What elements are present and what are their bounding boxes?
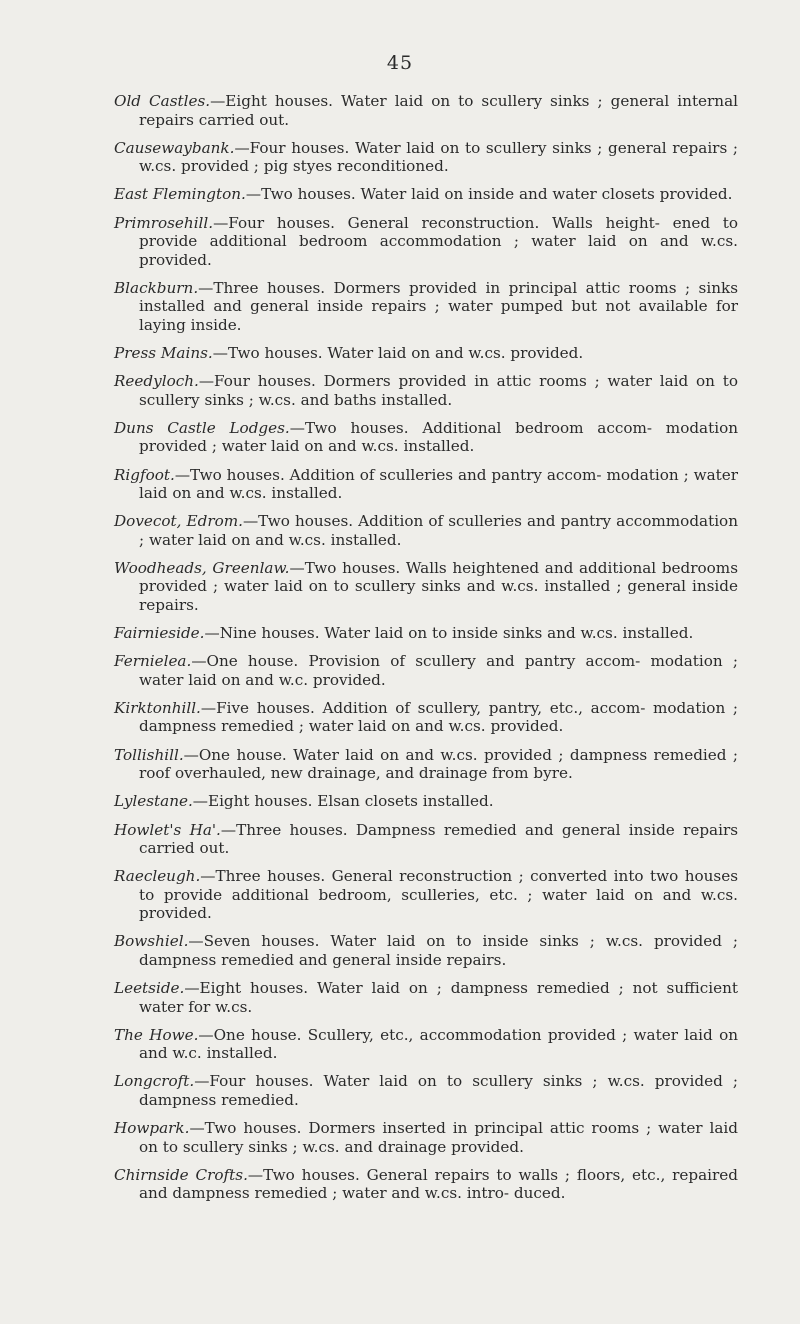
entry-text: —Five houses. Addition of scullery, pantry, etc., accom- modation ; dampness remedied ; water laid on and w.cs. provided. [139,698,738,736]
entry-text: —Seven houses. Water laid on to inside sinks ; w.cs. provided ; dampness remedied and general inside repairs. [139,932,738,969]
entry-east-flemington [114,185,738,204]
entry-bowshiel [114,932,738,969]
page-number: 45 [386,52,414,74]
place-name: Blackburn. [114,278,199,297]
entry-text: —Two houses. Dormers inserted in principal attic rooms ; water laid on to scullery sinks ; w.cs. and drainage provided. [139,1119,738,1156]
place-name: Raecleugh. [114,867,201,886]
place-name: Dovecot, Edrom. [114,512,243,531]
entry-raecleugh [114,867,738,923]
entry-text: —Two houses. General repairs to walls ; floors, etc., repaired and dampness remedied ; water and w.cs. intro- duced. [139,1165,738,1203]
entry-text: —Two houses. Addition of sculleries and pantry accom- modation ; water laid on and w.cs. installed. [139,465,738,502]
entry-fernielea [114,652,738,689]
entry-text: —Two houses. Additional bedroom accom- modation provided ; water laid on and w.cs. installed. [139,418,738,456]
housing-improvements-list [114,92,738,1213]
entry-rigfoot [114,466,738,503]
place-name: Reedyloch. [114,372,199,391]
entry-the-howe [114,1026,738,1063]
entry-text: —Eight houses. Water laid on to scullery sinks ; general internal repairs carried out. [139,92,738,129]
entry-chirnside-crofts [114,1166,738,1203]
entry-press-mains [114,344,738,363]
entry-text: —Four houses. General reconstruction. Walls height- ened to provide additional bedroom accommodation ; water laid on and w.cs. provided. [139,213,738,269]
entry-lylestane [114,792,738,811]
entry-text: —Four houses. Water laid on to scullery sinks ; w.cs. provided ; dampness remedied. [139,1072,738,1109]
place-name: Longcroft. [114,1072,195,1091]
entry-text: —Eight houses. Elsan closets installed. [192,792,494,811]
entry-causewaybank [114,139,738,176]
entry-duns-castle-lodges [114,419,738,456]
place-name: Howlet's Ha'. [114,820,221,839]
place-name: Bowshiel. [114,932,189,951]
entry-text: —Two houses. Walls heightened and additional bedrooms provided ; water laid on to scullery sinks and w.cs. installed ; general inside repairs. [139,558,738,614]
place-name: Rigfoot. [114,465,175,484]
place-name: Causewaybank. [114,138,235,157]
entry-text: —Nine houses. Water laid on to inside sinks and w.cs. installed. [204,624,694,643]
entry-howlets-ha [114,821,738,858]
place-name: Fairnieside. [114,624,205,643]
place-name: Duns Castle Lodges. [114,418,290,437]
place-name: Leetside. [114,979,185,998]
entry-tollishill [114,746,738,783]
entry-longcroft [114,1072,738,1109]
place-name: Lylestane. [114,792,193,811]
place-name: East Flemington. [114,185,246,204]
entry-old-castles [114,92,738,129]
entry-text: —Three houses. Dormers provided in principal attic rooms ; sinks installed and general inside repairs ; water pumped but not available for laying inside. [139,278,738,334]
place-name: Woodheads, Greenlaw. [114,558,290,577]
entry-primrosehill [114,214,738,270]
entry-text: —Two houses. Water laid on inside and water closets provided. [245,185,733,204]
entry-fairnieside [114,624,738,643]
entry-text: —Eight houses. Water laid on ; dampness remedied ; not sufficient water for w.cs. [139,979,738,1016]
entry-howpark [114,1119,738,1156]
place-name: Fernielea. [114,652,192,671]
entry-leetside [114,979,738,1016]
place-name: Kirktonhill. [114,698,201,717]
place-name: Howpark. [114,1119,190,1138]
entry-blackburn [114,279,738,335]
place-name: Old Castles. [114,92,211,110]
entry-text: —Four houses. Water laid on to scullery sinks ; general repairs ; w.cs. provided ; pig styes reconditioned. [139,138,738,176]
entry-dovecot-edrom [114,512,738,549]
place-name: Primrosehill. [114,213,214,232]
entry-text: —Two houses. Addition of sculleries and pantry accommodation ; water laid on and w.cs. installed. [139,512,738,549]
entry-text: —One house. Water laid on and w.cs. provided ; dampness remedied ; roof overhauled, new drainage, and drainage from byre. [139,745,738,783]
entry-text: —One house. Scullery, etc., accommodation provided ; water laid on and w.c. installed. [139,1025,738,1063]
place-name: The Howe. [114,1025,199,1044]
place-name: Tollishill. [114,745,184,764]
entry-text: —Three houses. General reconstruction ; converted into two houses to provide additional bedroom, sculleries, etc. ; water laid on and w.cs. provided. [139,867,738,923]
entry-woodheads-greenlaw [114,559,738,615]
entry-text: —Four houses. Dormers provided in attic rooms ; water laid on to scullery sinks ; w.cs. and baths installed. [139,372,738,409]
place-name: Chirnside Crofts. [114,1165,248,1184]
entry-text: —One house. Provision of scullery and pantry accom- modation ; water laid on and w.c. provided. [139,652,738,689]
entry-text: —Two houses. Water laid on and w.cs. provided. [212,343,584,362]
entry-kirktonhill [114,699,738,736]
place-name: Press Mains. [114,343,213,362]
entry-text: —Three houses. Dampness remedied and general inside repairs carried out. [139,820,739,857]
entry-reedyloch [114,372,738,409]
